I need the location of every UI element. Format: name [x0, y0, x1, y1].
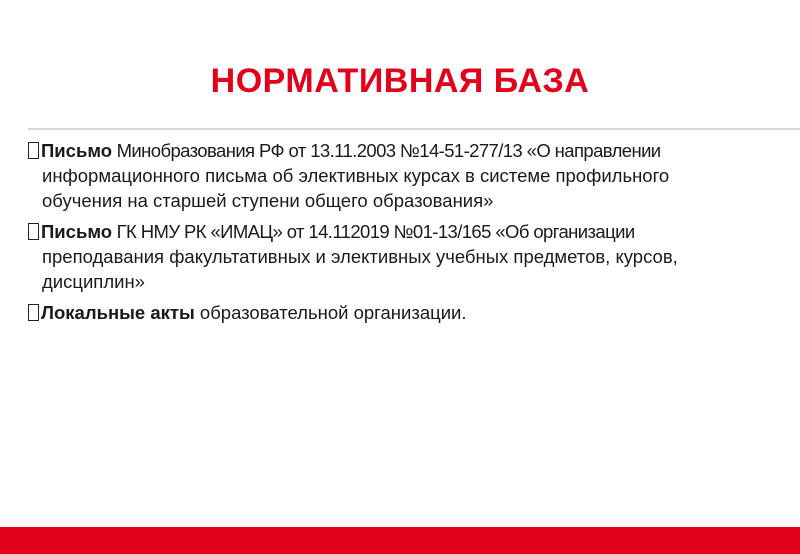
item-line: Минобразования РФ от 13.11.2003 №14-51-277/13 «О направлении: [112, 140, 661, 161]
list-item: [28, 219, 772, 294]
item-line: обучения на старшей ступени общего образования»: [42, 190, 494, 211]
bullet-icon: [28, 142, 39, 159]
footer-bar: [0, 527, 800, 554]
list-item: [28, 300, 772, 325]
bullet-icon: [28, 223, 39, 240]
slide-title: НОРМАТИВНАЯ БАЗА: [210, 62, 590, 100]
bullet-icon: [28, 304, 39, 321]
item-lead: Письмо: [41, 221, 113, 242]
item-line: дисциплин»: [42, 271, 145, 292]
item-line: информационного письма об элективных курсах в системе профильного: [42, 165, 670, 186]
item-lead: Локальные акты: [41, 302, 195, 323]
item-line: ГК НМУ РК «ИМАЦ» от 14.112019 №01-13/165 «Об организации: [112, 221, 635, 242]
item-line: образовательной организации.: [194, 302, 467, 323]
list-item: [28, 138, 772, 213]
title-divider: [28, 128, 800, 130]
item-lead: Письмо: [41, 140, 113, 161]
content-list: [28, 138, 772, 331]
item-line: преподавания факультативных и элективных учебных предметов, курсов,: [42, 246, 678, 267]
